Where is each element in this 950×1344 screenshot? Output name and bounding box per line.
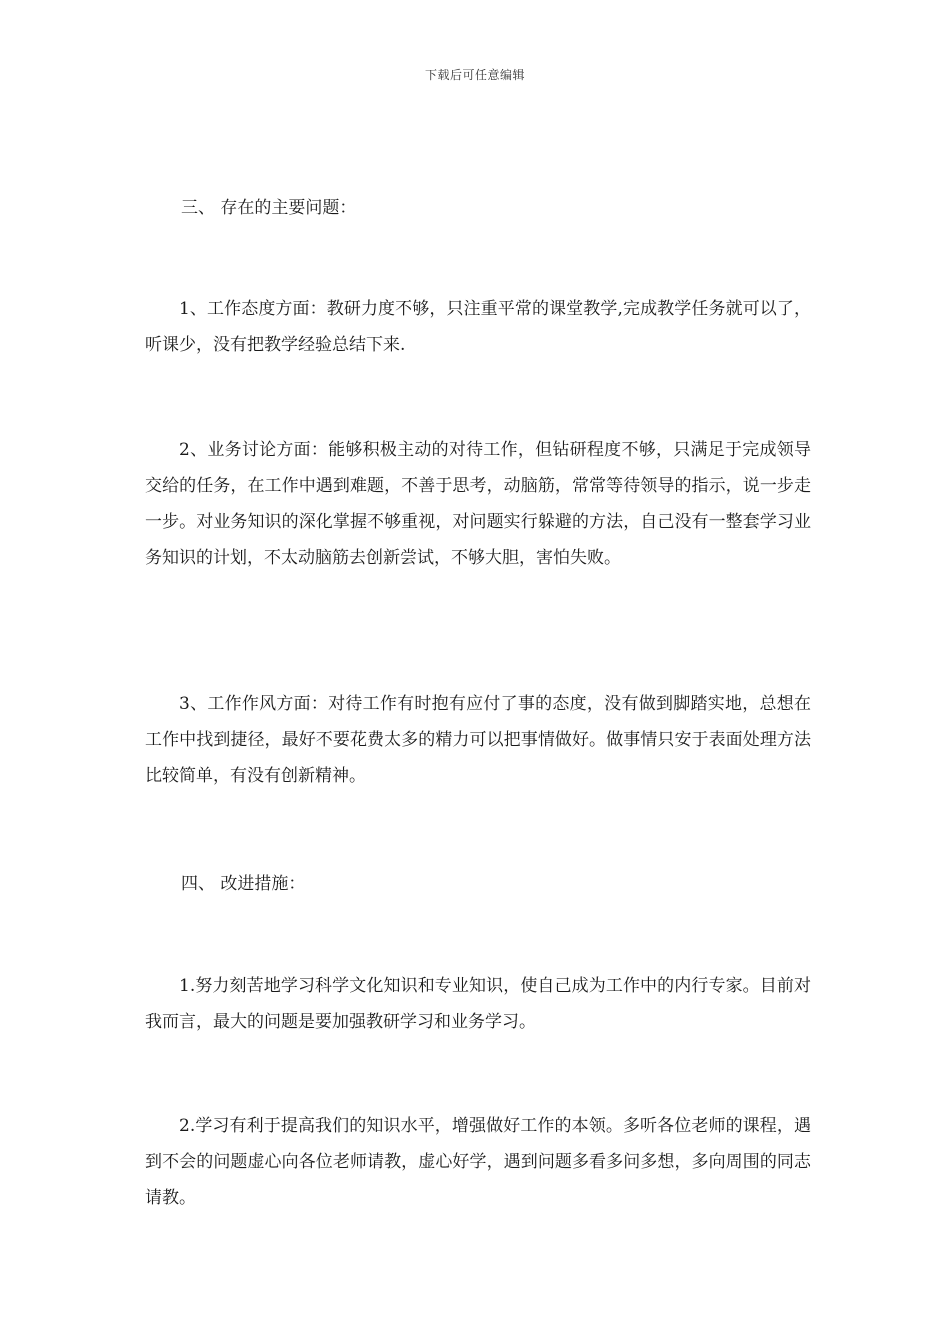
problem-3-wrapper — [145, 686, 811, 794]
section-heading-measures: 四、 改进措施： — [181, 874, 306, 894]
measure-2-paragraph: 2.学习有利于提高我们的知识水平，增强做好工作的本领。多听各位老师的课程，遇到不会的问题虚心向各位老师请教，虚心好学，遇到问题多看多问多想，多向周围的同志请教。 — [145, 1116, 811, 1208]
page-header: 下载后可任意编辑 — [424, 68, 525, 82]
section-heading-measures-wrapper — [145, 866, 811, 902]
section-heading-problems: 三、 存在的主要问题： — [181, 198, 357, 218]
problem-2-wrapper — [145, 432, 811, 576]
problem-1-wrapper — [145, 291, 811, 363]
section-heading-problems-wrapper — [145, 190, 811, 226]
problem-1-paragraph: 1、工作态度方面：教研力度不够，只注重平常的课堂教学,完成教学任务就可以了，听课少，没有把教学经验总结下来. — [145, 299, 811, 355]
measure-1-wrapper — [145, 968, 811, 1040]
measure-1-paragraph: 1.努力刻苦地学习科学文化知识和专业知识，使自己成为工作中的内行专家。目前对我而言，最大的问题是要加强教研学习和业务学习。 — [145, 976, 811, 1032]
problem-2-paragraph: 2、业务讨论方面：能够积极主动的对待工作，但钻研程度不够，只满足于完成领导交给的任务，在工作中遇到难题，不善于思考，动脑筋，常常等待领导的指示，说一步走一步。对业务知识的深化掌握不够重视，对问题实行躲避的方法，自己没有一整套学习业务知识的计划，不太动脑筋去创新尝试，不够大胆，害怕失败。 — [145, 440, 811, 568]
problem-3-paragraph: 3、工作作风方面：对待工作有时抱有应付了事的态度，没有做到脚踏实地，总想在工作中找到捷径，最好不要花费太多的精力可以把事情做好。做事情只安于表面处理方法比较简单，有没有创新精神。 — [145, 694, 811, 786]
measure-2-wrapper — [145, 1108, 811, 1216]
